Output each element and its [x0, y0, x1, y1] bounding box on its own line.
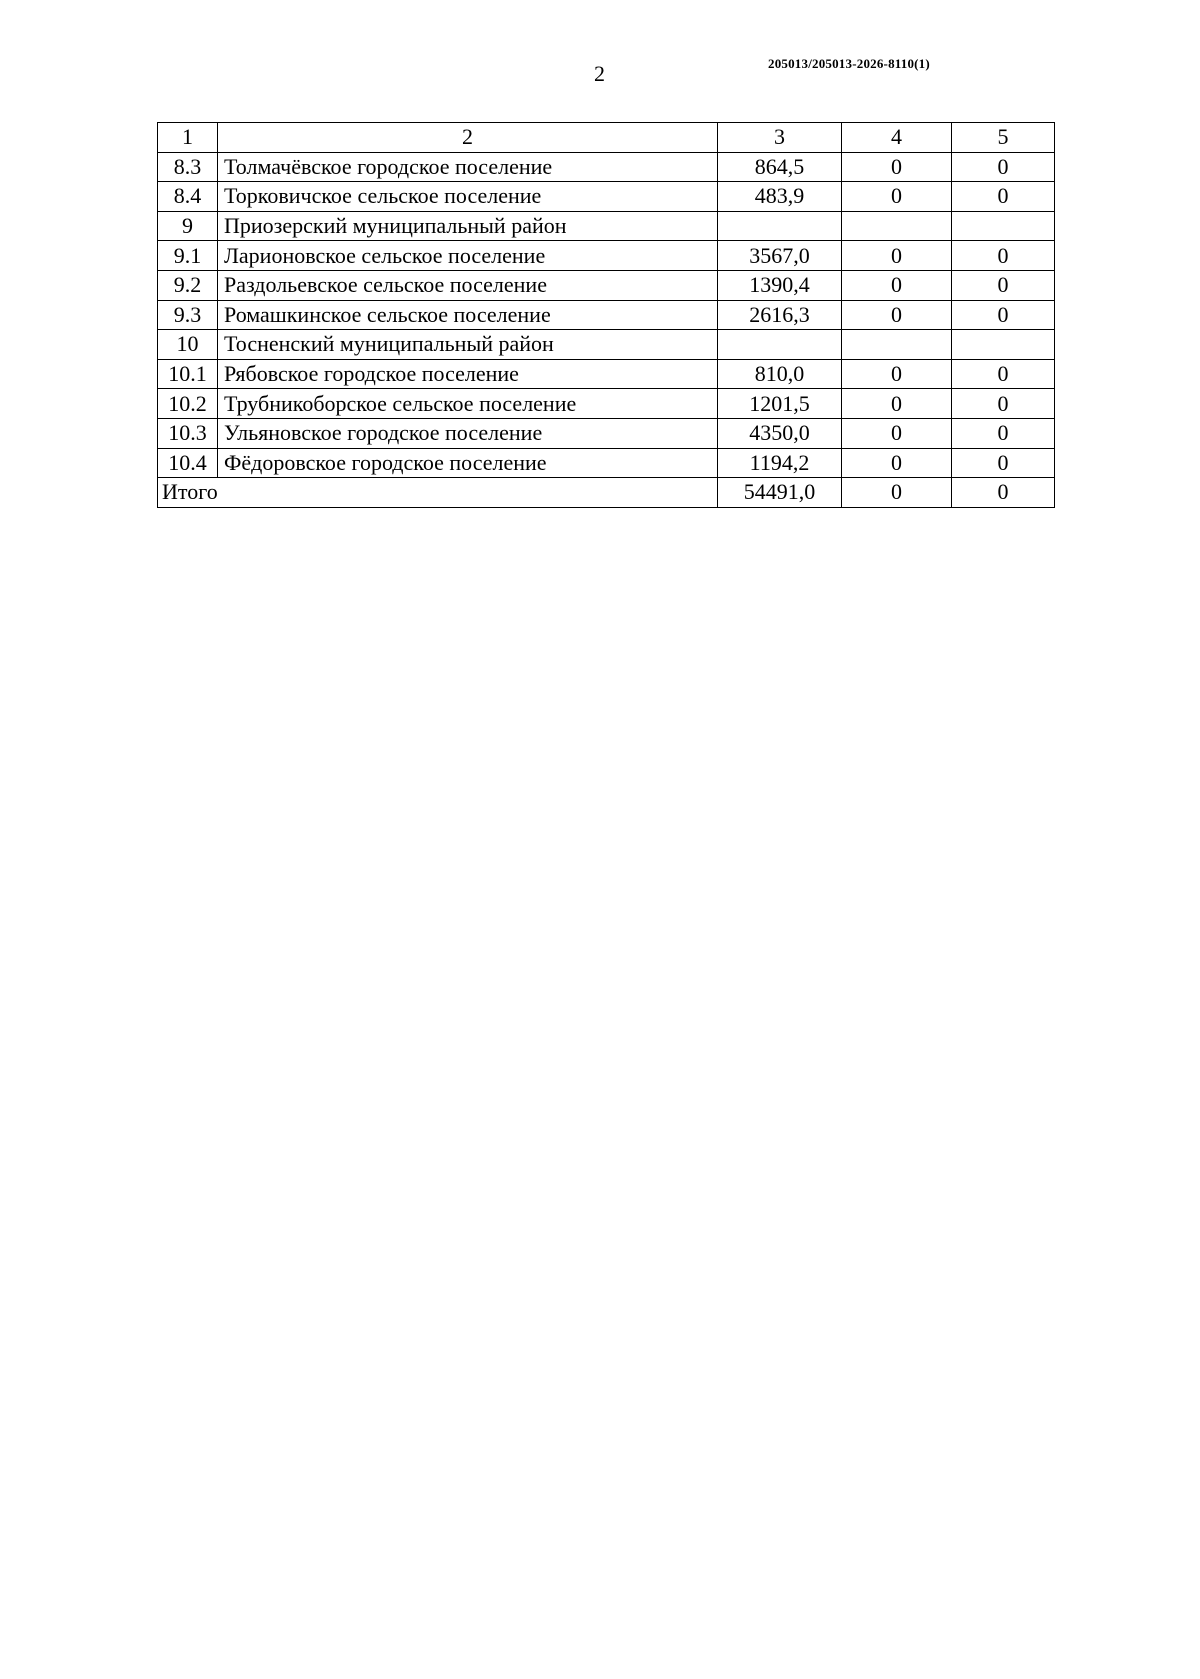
row-value-cell: 0	[842, 152, 952, 182]
table-row	[158, 359, 1055, 389]
row-number-cell: 9.2	[158, 270, 218, 300]
table-row	[158, 270, 1055, 300]
row-value-cell: 0	[952, 241, 1055, 271]
table-row	[158, 300, 1055, 330]
row-value-cell	[952, 211, 1055, 241]
row-value-cell	[952, 330, 1055, 360]
row-name-cell: Толмачёвское городское поселение	[218, 152, 718, 182]
table-row	[158, 152, 1055, 182]
row-value-cell: 0	[952, 270, 1055, 300]
row-value-cell	[842, 330, 952, 360]
table-body	[158, 123, 1055, 508]
row-name-cell: Ларионовское сельское поселение	[218, 241, 718, 271]
row-value-cell: 0	[952, 300, 1055, 330]
table-row	[158, 389, 1055, 419]
total-value-cell: 0	[842, 478, 952, 508]
row-value-cell: 0	[842, 270, 952, 300]
row-name-cell: Ромашкинское сельское поселение	[218, 300, 718, 330]
row-value-cell	[842, 211, 952, 241]
table-row	[158, 330, 1055, 360]
row-value-cell: 0	[952, 182, 1055, 212]
row-number-cell: 10.2	[158, 389, 218, 419]
row-value-cell: 0	[952, 448, 1055, 478]
row-value-cell: 0	[842, 300, 952, 330]
total-row	[158, 478, 1055, 508]
table-row	[158, 418, 1055, 448]
row-value-cell: 0	[842, 182, 952, 212]
row-value-cell: 0	[952, 418, 1055, 448]
row-value-cell: 0	[952, 359, 1055, 389]
row-name-cell: Раздольевское сельское поселение	[218, 270, 718, 300]
row-value-cell	[718, 330, 842, 360]
table-row	[158, 241, 1055, 271]
row-value-cell: 0	[842, 448, 952, 478]
row-value-cell: 0	[952, 152, 1055, 182]
row-number-cell: 8.4	[158, 182, 218, 212]
row-value-cell: 0	[842, 359, 952, 389]
total-label: Итого	[158, 478, 718, 508]
row-value-cell: 864,5	[718, 152, 842, 182]
column-header: 1	[158, 123, 218, 153]
row-name-cell: Трубникоборское сельское поселение	[218, 389, 718, 419]
total-value-cell: 0	[952, 478, 1055, 508]
column-header: 2	[218, 123, 718, 153]
header-row	[158, 123, 1055, 153]
row-value-cell: 0	[842, 418, 952, 448]
column-header: 4	[842, 123, 952, 153]
row-name-cell: Торковичское сельское поселение	[218, 182, 718, 212]
table-row	[158, 182, 1055, 212]
data-table	[157, 122, 1055, 508]
row-name-cell: Тосненский муниципальный район	[218, 330, 718, 360]
row-value-cell: 0	[842, 389, 952, 419]
column-header: 5	[952, 123, 1055, 153]
row-name-cell: Рябовское городское поселение	[218, 359, 718, 389]
row-value-cell: 810,0	[718, 359, 842, 389]
row-value-cell: 0	[952, 389, 1055, 419]
row-value-cell	[718, 211, 842, 241]
table-row	[158, 448, 1055, 478]
row-value-cell: 1194,2	[718, 448, 842, 478]
row-number-cell: 9.3	[158, 300, 218, 330]
row-value-cell: 1390,4	[718, 270, 842, 300]
row-number-cell: 10.3	[158, 418, 218, 448]
total-value-cell: 54491,0	[718, 478, 842, 508]
row-value-cell: 3567,0	[718, 241, 842, 271]
row-name-cell: Фёдоровское городское поселение	[218, 448, 718, 478]
row-value-cell: 1201,5	[718, 389, 842, 419]
table-row	[158, 211, 1055, 241]
row-number-cell: 9.1	[158, 241, 218, 271]
column-header: 3	[718, 123, 842, 153]
page-number: 2	[594, 61, 605, 86]
document-code: 205013/205013-2026-8110(1)	[768, 56, 930, 71]
row-name-cell: Приозерский муниципальный район	[218, 211, 718, 241]
row-number-cell: 10	[158, 330, 218, 360]
row-number-cell: 9	[158, 211, 218, 241]
row-number-cell: 10.1	[158, 359, 218, 389]
row-number-cell: 10.4	[158, 448, 218, 478]
row-number-cell: 8.3	[158, 152, 218, 182]
row-value-cell: 483,9	[718, 182, 842, 212]
row-value-cell: 2616,3	[718, 300, 842, 330]
row-value-cell: 0	[842, 241, 952, 271]
row-value-cell: 4350,0	[718, 418, 842, 448]
row-name-cell: Ульяновское городское поселение	[218, 418, 718, 448]
